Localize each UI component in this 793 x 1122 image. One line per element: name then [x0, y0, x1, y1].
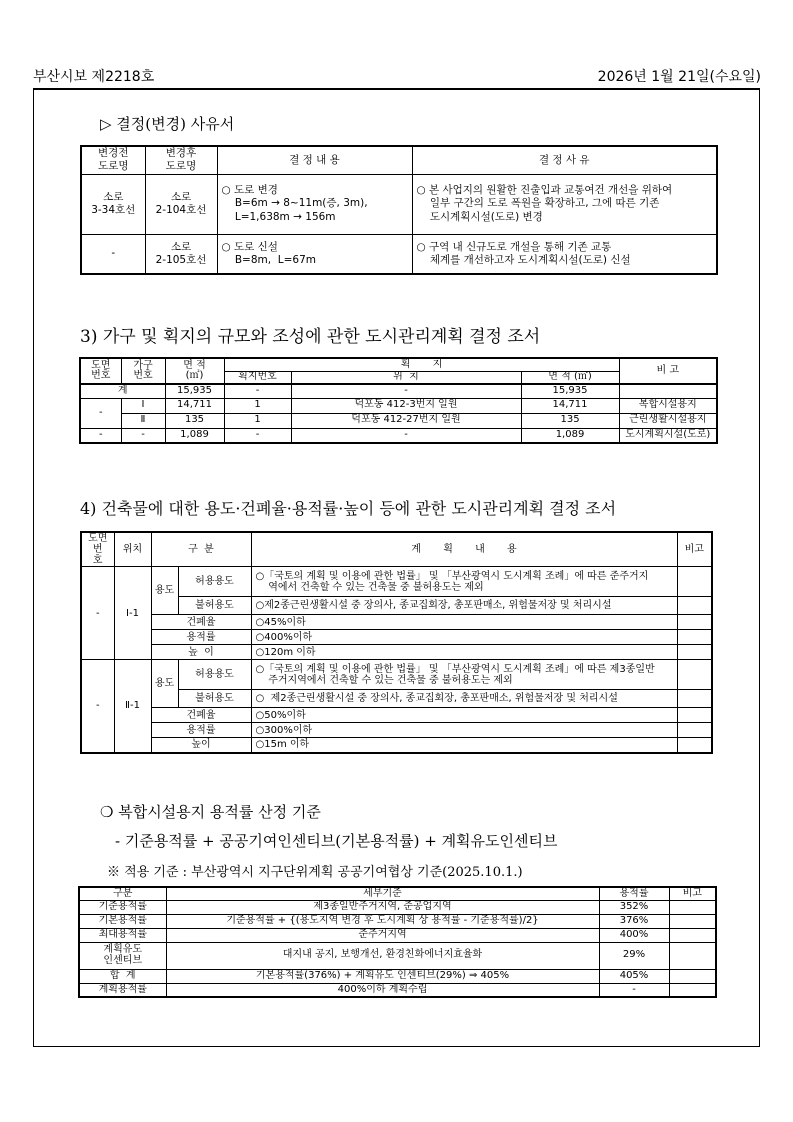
location: 덕포동 412-27번지 일원 [291, 413, 521, 428]
denied-use-label: 불허용도 [178, 690, 251, 708]
lot-area: 14,711 [521, 398, 619, 413]
coverage-label: 건폐율 [151, 708, 251, 723]
col-far: 용적률 [599, 887, 669, 900]
detail: 제3종일반주거지역, 준공업지역 [166, 900, 599, 914]
lot-area: 1,089 [521, 428, 619, 443]
category: 계획용적률 [79, 983, 166, 997]
col-drawing-no: 도면번 호 [81, 532, 114, 567]
drawing-no: - [80, 428, 121, 443]
col-note: 비고 [677, 532, 712, 567]
decision-content: ○ 도로 신설 B=8m, L=67m [217, 234, 412, 274]
height-label: 높 이 [151, 645, 251, 660]
location: 덕포동 412-3번지 일원 [291, 398, 521, 413]
far: 400% [599, 928, 669, 942]
category: 계획유도 인센티브 [79, 942, 166, 969]
category: 최대용적률 [79, 928, 166, 942]
detail: 기본용적률(376%) + 계획유도 인센티브(29%) ⇒ 405% [166, 969, 599, 983]
allowed-use-label: 허용용도 [178, 567, 251, 597]
col-lot-no: 획지번호 [224, 371, 291, 384]
note [669, 969, 716, 983]
gazette-issue: 부산시보 제2218호 [33, 69, 155, 85]
far-value: ○400%이하 [251, 630, 677, 645]
height-value: ○15m 이하 [251, 738, 677, 753]
drawing-no: - [80, 398, 121, 428]
lot-no: 1 [224, 413, 291, 428]
col-before: 변경전 도로명 [81, 146, 145, 174]
total-area: 15,935 [165, 384, 224, 398]
coverage-value: ○45%이하 [251, 615, 677, 630]
col-note: 비 고 [619, 358, 717, 384]
use-label: 용도 [151, 660, 178, 708]
col-location: 위 치 [291, 371, 521, 384]
total-lot: - [224, 384, 291, 398]
col-lot-area: 면 적 (㎡) [521, 371, 619, 384]
far: 352% [599, 900, 669, 914]
col-after: 변경후 도로명 [145, 146, 217, 174]
far: 405% [599, 969, 669, 983]
note [677, 645, 712, 660]
category: 기본용적률 [79, 914, 166, 928]
note [677, 597, 712, 615]
denied-use: ○ 제2종근린생활시설 중 장의사, 종교집회장, 총포판매소, 위험물저장 및 처리시설 [251, 690, 677, 708]
lot-area: 135 [521, 413, 619, 428]
decision-reason: ○ 본 사업지의 원활한 진출입과 교통여건 개선을 위하여 일부 구간의 도로 폭원을 확장하고, 그에 따른 기존 도시계획시설(도로) 변경 [412, 174, 717, 234]
note [677, 723, 712, 738]
far: 376% [599, 914, 669, 928]
height-value: ○120m 이하 [251, 645, 677, 660]
location: Ⅱ-1 [114, 660, 151, 753]
height-label: 높이 [151, 738, 251, 753]
note: 복합시설용지 [619, 398, 717, 413]
note [669, 900, 716, 914]
col-reason: 결 정 사 유 [412, 146, 717, 174]
detail: 400%이하 계획수립 [166, 983, 599, 997]
note [677, 630, 712, 645]
decision-reason-table [80, 145, 718, 275]
col-note: 비고 [669, 887, 716, 900]
building-use-table [80, 531, 713, 754]
far-value: ○300%이하 [251, 723, 677, 738]
block-lot-table [79, 357, 718, 444]
gazette-date: 2026년 1월 21일(수요일) [597, 69, 761, 85]
area: 14,711 [165, 398, 224, 413]
note [677, 615, 712, 630]
allowed-use-label: 허용용도 [178, 660, 251, 690]
lot-no: - [224, 428, 291, 443]
denied-use-label: 불허용도 [178, 597, 251, 615]
section2-title: 3) 가구 및 획지의 규모와 조성에 관한 도시관리계획 결정 조서 [80, 327, 541, 347]
col-area: 면 적 (㎡) [165, 358, 224, 384]
allowed-use: ○「국토의 계획 및 이용에 관한 법률」 및 「부산광역시 도시계획 조례」에 따른 제3종일반 주거지역에서 건축할 수 있는 건축물 중 불허용도는 제외 [251, 660, 677, 690]
col-category: 구 분 [151, 532, 251, 567]
area: 1,089 [165, 428, 224, 443]
total-location: - [291, 384, 521, 398]
far: - [599, 983, 669, 997]
total-lot-area: 15,935 [521, 384, 619, 398]
location: Ⅰ-1 [114, 567, 151, 660]
note [677, 690, 712, 708]
far-formula: - 기준용적률 + 공공기여인센티브(기본용적률) + 계획유도인센티브 [115, 832, 558, 850]
section1-title: ▷ 결정(변경) 사유서 [100, 115, 235, 133]
use-label: 용도 [151, 567, 178, 615]
road-before: - [81, 234, 145, 274]
far-label: 용적률 [151, 723, 251, 738]
note [677, 708, 712, 723]
note [669, 942, 716, 969]
detail: 기준용적률 + {(용도지역 변경 후 도시계획 상 용적률 - 기준용적률)/2} [166, 914, 599, 928]
section4-title: ❍ 복합시설용지 용적률 산정 기준 [100, 803, 321, 821]
note [677, 738, 712, 753]
col-block-no: 가구 번호 [121, 358, 165, 384]
coverage-value: ○50%이하 [251, 708, 677, 723]
location: - [291, 428, 521, 443]
application-note: ※ 적용 기준 : 부산광역시 지구단위계획 공공기여협상 기준(2025.10.1.) [107, 865, 523, 880]
lot-no: 1 [224, 398, 291, 413]
note [677, 660, 712, 690]
col-category: 구분 [79, 887, 166, 900]
col-plan: 계 획 내 용 [251, 532, 677, 567]
col-lot: 획 지 [224, 358, 619, 371]
drawing-no: - [81, 660, 114, 753]
far: 29% [599, 942, 669, 969]
decision-content: ○ 도로 변경 B=6m → 8~11m(증, 3m), L=1,638m → 156m [217, 174, 412, 234]
category: 기준용적률 [79, 900, 166, 914]
block-no: Ⅰ [121, 398, 165, 413]
note: 근린생활시설용지 [619, 413, 717, 428]
total-label: 계 [80, 384, 165, 398]
note [669, 983, 716, 997]
decision-reason: ○ 구역 내 신규도로 개설을 통해 기존 교통 체계를 개선하고자 도시계획시설(도로) 신설 [412, 234, 717, 274]
note [669, 914, 716, 928]
col-detail: 세부기준 [166, 887, 599, 900]
note: 도시계획시설(도로) [619, 428, 717, 443]
coverage-label: 건폐율 [151, 615, 251, 630]
allowed-use: ○「국토의 계획 및 이용에 관한 법률」 및 「부산광역시 도시계획 조례」에 따른 준주거지 역에서 건축할 수 있는 건축물 중 불허용도는 제외 [251, 567, 677, 597]
detail: 준주거지역 [166, 928, 599, 942]
note [669, 928, 716, 942]
category: 합 계 [79, 969, 166, 983]
road-after: 소로 2-104호선 [145, 174, 217, 234]
block-no: Ⅱ [121, 413, 165, 428]
section3-title: 4) 건축물에 대한 용도·건폐율·용적률·높이 등에 관한 도시관리계획 결정 조서 [80, 499, 617, 518]
col-location: 위치 [114, 532, 151, 567]
denied-use: ○제2종근린생활시설 중 장의사, 종교집회장, 총포판매소, 위험물저장 및 처리시설 [251, 597, 677, 615]
block-no: - [121, 428, 165, 443]
area: 135 [165, 413, 224, 428]
total-note [619, 384, 717, 398]
col-drawing-no: 도면 번호 [80, 358, 121, 384]
note [677, 567, 712, 597]
col-content: 결 정 내 용 [217, 146, 412, 174]
far-label: 용적률 [151, 630, 251, 645]
road-after: 소로 2-105호선 [145, 234, 217, 274]
far-calculation-table [78, 886, 717, 998]
drawing-no: - [81, 567, 114, 660]
road-before: 소로 3-34호선 [81, 174, 145, 234]
detail: 대지내 공지, 보행개선, 환경친화에너지효율화 [166, 942, 599, 969]
